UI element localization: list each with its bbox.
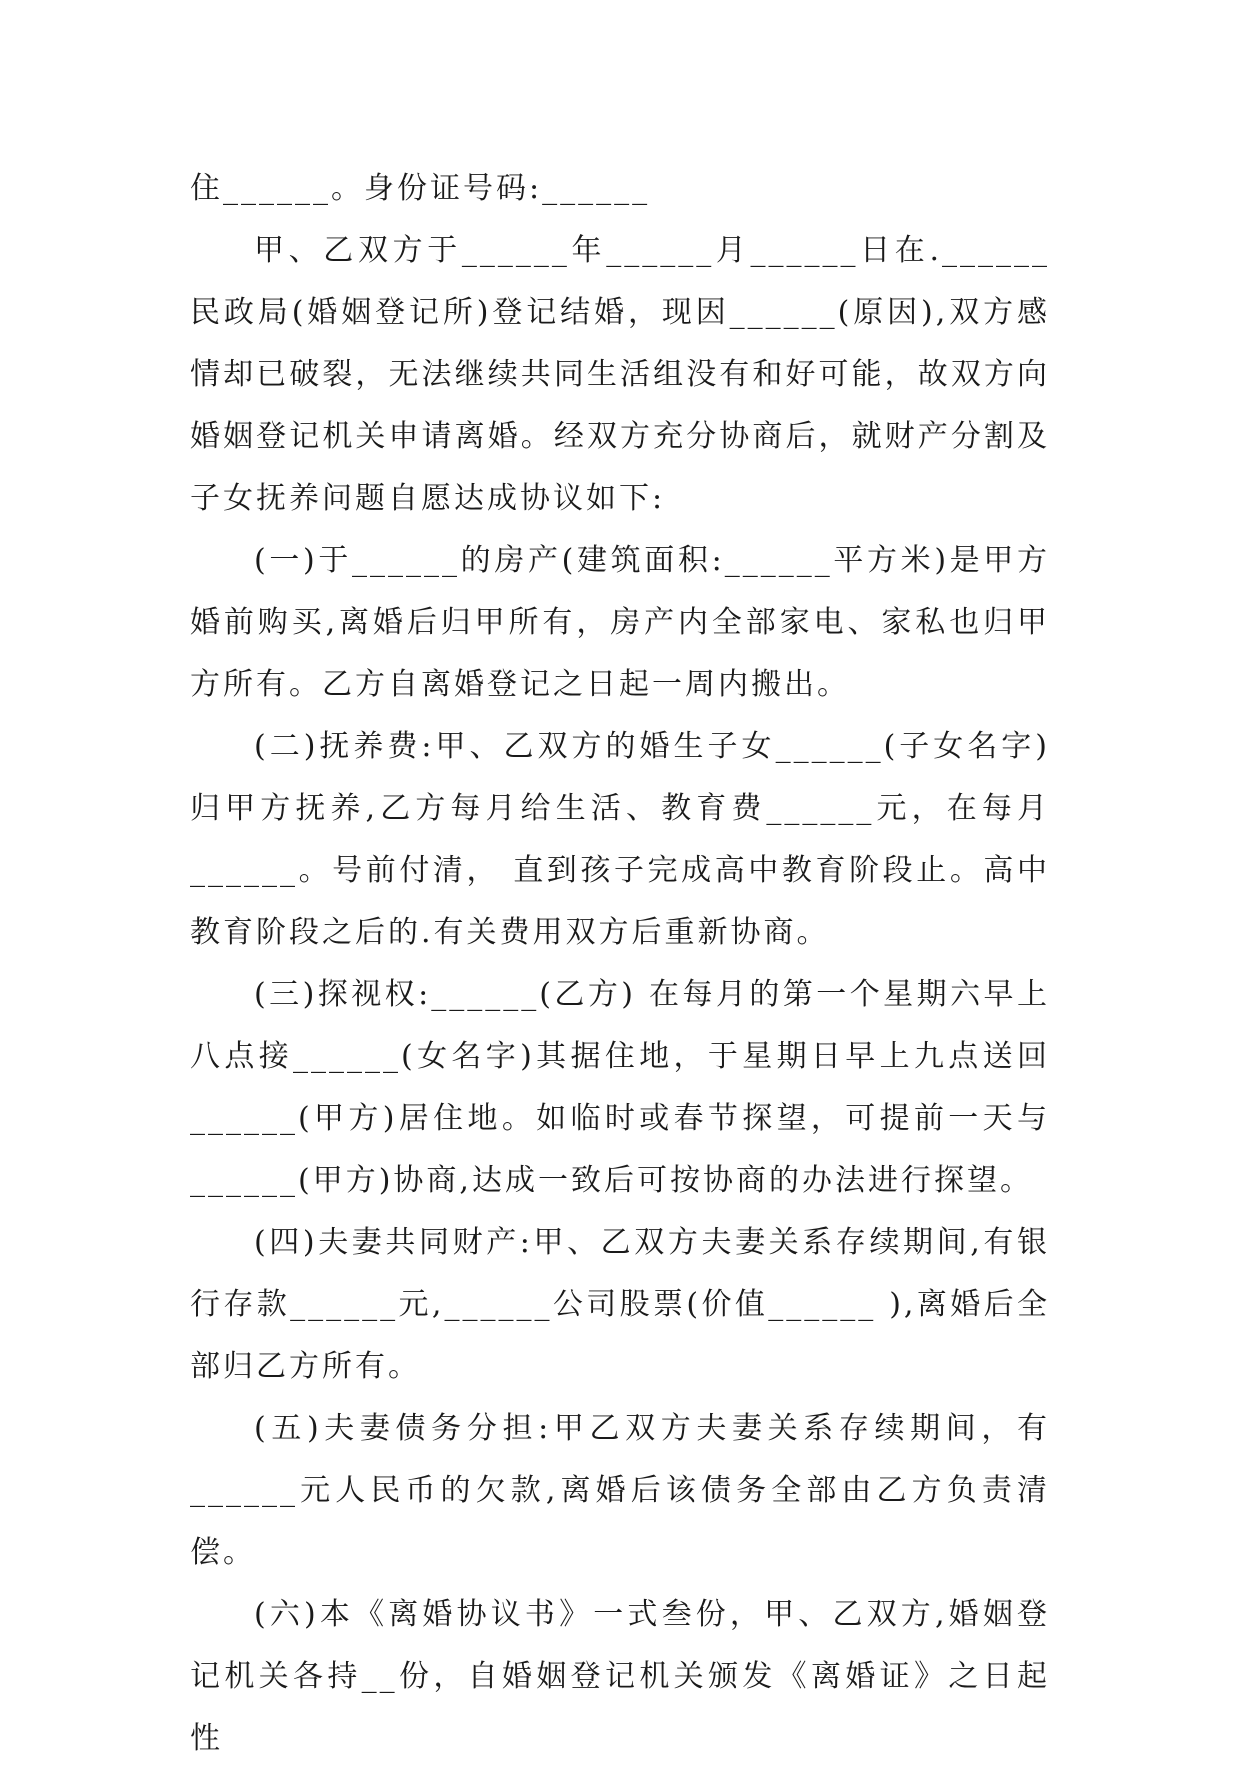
clause-1-property: (一)于______的房产(建筑面积:______平方米)是甲方婚前购买,离婚后归甲所有，房产内全部家电、家私也归甲方所有。乙方自离婚登记之日起一周内搬出。 [190,543,1050,702]
clause-5-debt: (五)夫妻债务分担:甲乙双方夫妻关系存续期间，有______元人民币的欠款,离婚后该债务全部由乙方负责清偿。 [190,1411,1050,1570]
clause-4-joint-property: (四)夫妻共同财产:甲、乙双方夫妻关系存续期间,有银行存款______元,______公司股票(价值______ ),离婚后全部归乙方所有。 [190,1225,1050,1384]
clause-3-visitation: (三)探视权:______(乙方) 在每月的第一个星期六早上八点接______(女名字)其据住地，于星期日早上九点送回______(甲方)居住地。如临时或春节探望，可提前一天与______(甲方)协商,达成一致后可按协商的办法进行探望。 [190,977,1050,1198]
clause-2-child-support: (二)抚养费:甲、乙双方的婚生子女______(子女名字)归甲方抚养,乙方每月给生活、教育费______元，在每月______。号前付清， 直到孩子完成高中教育阶段止。高中教育阶段之后的.有关费用双方后重新协商。 [190,729,1050,950]
marriage-registration-paragraph: 甲、乙双方于______年______月______日在.______民政局(婚姻登记所)登记结婚，现因______(原因),双方感情却已破裂，无法继续共同生活组没有和好可能，故双方向婚姻登记机关申请离婚。经双方充分协商后，就财产分割及子女抚养问题自愿达成协议如下: [190,233,1050,516]
clause-6-copies: (六)本《离婚协议书》一式叁份，甲、乙双方,婚姻登记机关各持__份，自婚姻登记机关颁发《离婚证》之日起性 [190,1597,1050,1756]
address-id-line: 住______。身份证号码:______ [190,171,651,206]
document-body [190,158,1050,1770]
